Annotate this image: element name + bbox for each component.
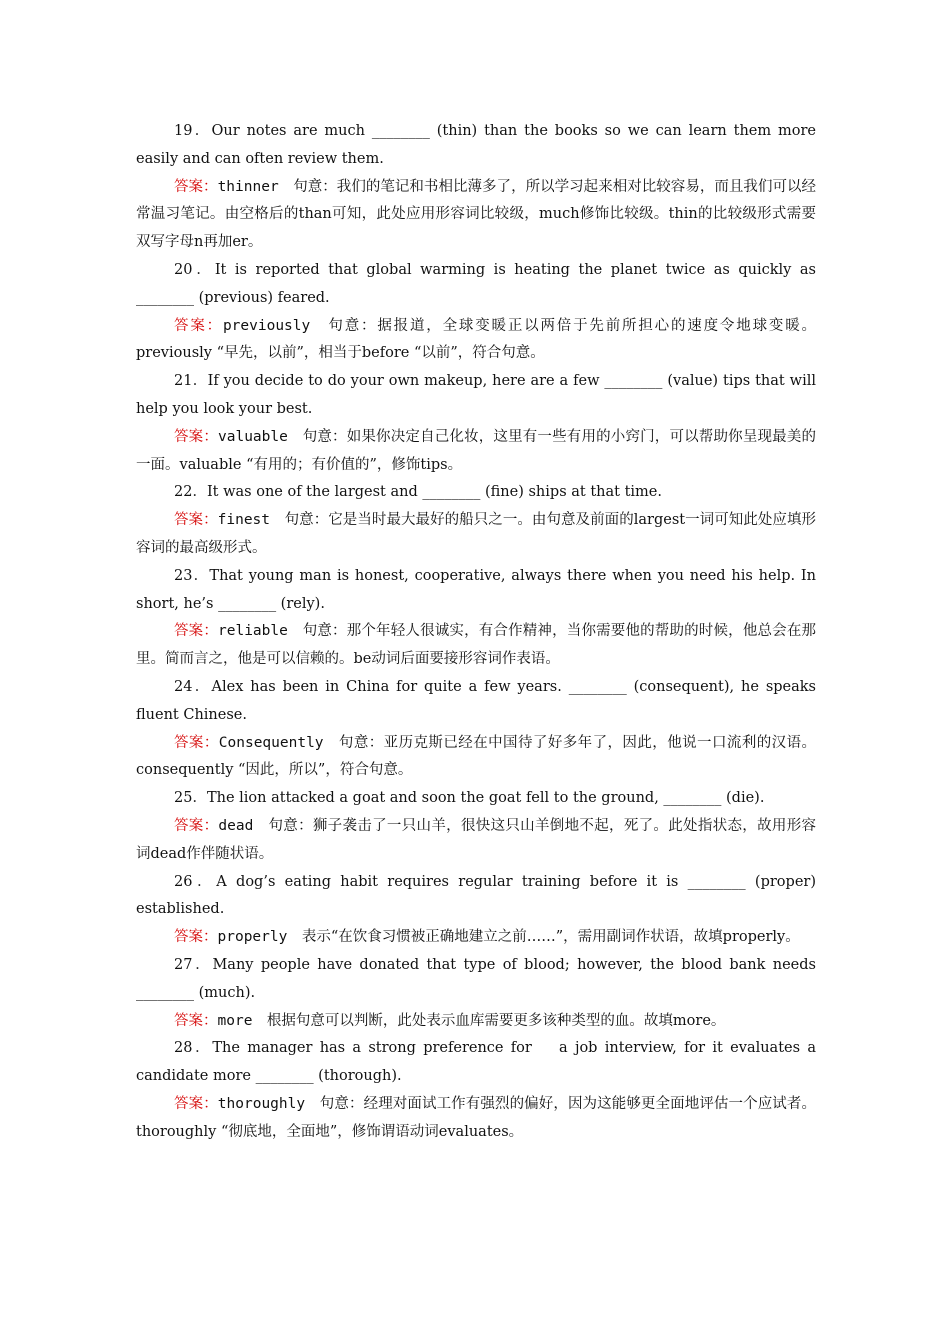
question-22: 22．It was one of the largest and ________ (fine) ships at that time. (174, 484, 662, 501)
question-28: 28．The manager has a strong preference for a job interview, for it evaluates a candidate more ________ (thorough). (136, 1040, 816, 1085)
question-23: 23．That young man is honest, cooperative, always there when you need his help. In short, he’s ________ (rely). (136, 567, 816, 612)
answer-23 (136, 618, 816, 674)
answer-word: Consequently (218, 734, 324, 751)
question-24: 24．Alex has been in China for quite a few years. ________ (consequent), he speaks fluent Chinese. (136, 678, 816, 723)
question-26: 26．A dog’s eating habit requires regular training before it is ________ (proper) established. (136, 873, 816, 918)
answer-label: 答案： (174, 1012, 218, 1029)
answer-27 (136, 1008, 816, 1036)
answer-19 (136, 174, 816, 257)
answer-24 (136, 730, 816, 786)
answer-label: 答案： (174, 1095, 218, 1112)
answer-explanation: 根据句意可以判断，此处表示血库需要更多该种类型的血。故填more。 (252, 1012, 726, 1029)
answer-explanation: 句意：经理对面试工作有强烈的偏好，因为这能够更全面地评估一个应试者。thoroughly “彻底地，全面地”，修饰谓语动词evaluates。 (136, 1095, 817, 1140)
answer-25 (136, 813, 816, 869)
answer-21 (136, 424, 816, 480)
answer-label: 答案： (174, 929, 218, 946)
answer-explanation: 句意：狮子袭击了一只山羊，很快这只山羊倒地不起，死了。此处指状态，故用形容词dead作伴随状语。 (136, 817, 816, 862)
answer-explanation: 句意：它是当时最大最好的船只之一。由句意及前面的largest一词可知此处应填形容词的最高级形式。 (136, 512, 816, 556)
answer-word: dead (218, 817, 254, 834)
answer-label: 答案： (174, 734, 219, 751)
answer-label: 答案： (174, 178, 218, 195)
answer-word: thinner (217, 178, 279, 195)
answer-26 (136, 924, 816, 952)
question-19: 19．Our notes are much ________ (thin) than the books so we can learn them more easily and can often review them. (136, 123, 816, 167)
answer-label: 答案： (174, 512, 218, 529)
answer-word: valuable (218, 428, 288, 445)
question-25: 25．The lion attacked a goat and soon the goat fell to the ground, ________ (die). (174, 790, 765, 807)
question-27: 27．Many people have donated that type of blood; however, the blood bank needs ________ (much). (136, 956, 816, 1001)
answer-word: properly (217, 929, 288, 946)
answer-word: previously (222, 317, 311, 334)
answer-word: thoroughly (217, 1095, 306, 1112)
answer-explanation: 句意：我们的笔记和书相比薄多了，所以学习起来相对比较容易，而且我们可以经常温习笔记。由空格后的than可知，此处应用形容词比较级，much修饰比较级。thin的比较级形式需要双写字母n再加er。 (136, 178, 817, 251)
answer-word: reliable (218, 623, 288, 640)
answer-explanation: 句意：据报道，全球变暖正以两倍于先前所担心的速度令地球变暖。previously “早先，以前”，相当于before “以前”，符合句意。 (136, 317, 817, 362)
answer-22 (136, 507, 816, 563)
question-20: 20．It is reported that global warming is heating the planet twice as quickly as ________ (previous) feared. (136, 261, 816, 306)
answer-word: finest (217, 512, 271, 529)
answer-explanation: 句意：亚历克斯已经在中国待了好多年了，因此，他说一口流利的汉语。consequently “因此，所以”，符合句意。 (136, 734, 817, 779)
answer-explanation: 句意：那个年轻人很诚实，有合作精神，当你需要他的帮助的时候，他总会在那里。简而言之，他是可以信赖的。be动词后面要接形容词作表语。 (136, 623, 817, 668)
answer-label: 答案： (174, 623, 219, 640)
exercise-page (136, 118, 816, 1146)
answer-word: more (217, 1012, 253, 1029)
answer-label: 答案： (174, 817, 219, 834)
answer-28 (136, 1091, 816, 1147)
answer-label: 答案： (174, 317, 223, 334)
answer-20 (136, 313, 816, 369)
question-21: 21．If you decide to do your own makeup, here are a few ________ (value) tips that will help you look your best. (136, 373, 816, 417)
answer-explanation: 表示“在饮食习惯被正确地建立之前……”，需用副词作状语，故填properly。 (287, 929, 800, 946)
answer-explanation: 句意：如果你决定自己化妆，这里有一些有用的小窍门，可以帮助你呈现最美的一面。valuable “有用的；有价值的”，修饰tips。 (136, 428, 817, 473)
answer-label: 答案： (174, 428, 219, 445)
